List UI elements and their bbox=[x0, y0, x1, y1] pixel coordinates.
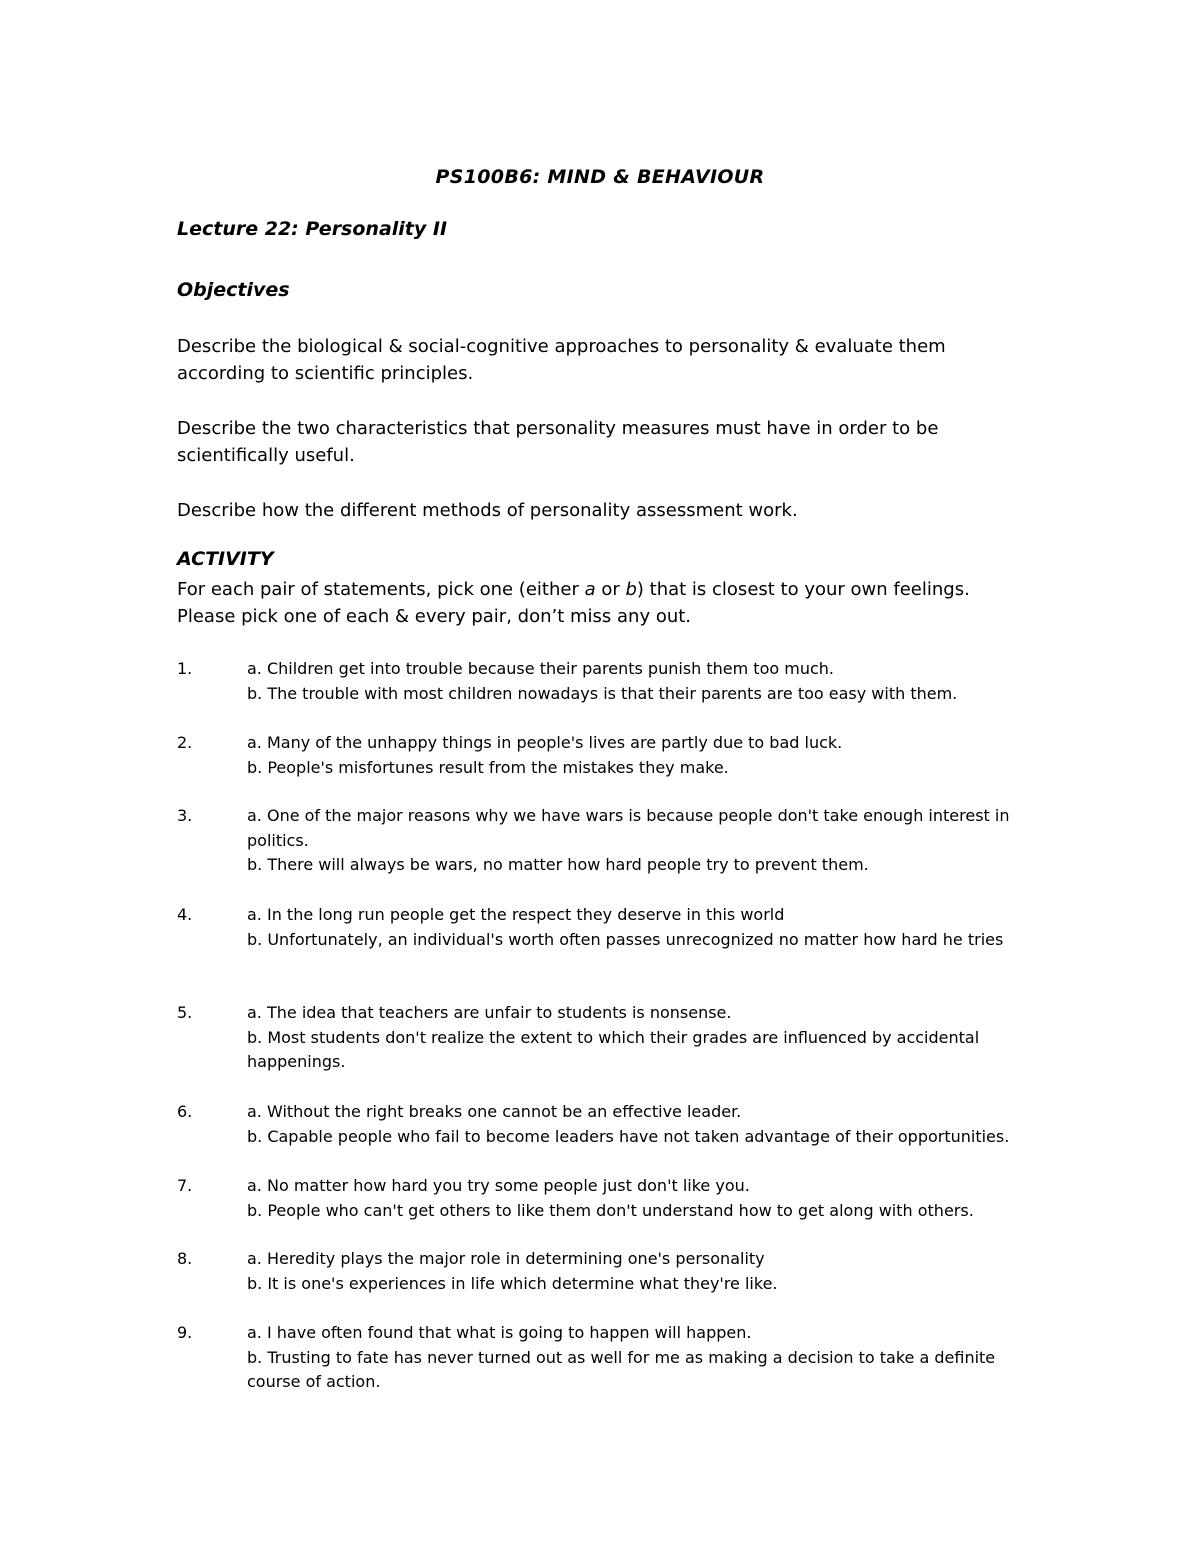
instructions-text: ) that is closest to your own feelings. bbox=[636, 579, 970, 600]
option-a: a. I have often found that what is going to happen will happen. bbox=[247, 1323, 752, 1342]
option-a: a. Many of the unhappy things in people's lives are partly due to bad luck. bbox=[247, 733, 843, 752]
activity-heading: ACTIVITY bbox=[177, 548, 274, 570]
objective-paragraph: Describe how the different methods of personality assessment work. bbox=[177, 500, 798, 521]
instructions-line-2: Please pick one of each & every pair, don’t miss any out. bbox=[177, 606, 692, 627]
item-number: 8. bbox=[177, 1249, 193, 1268]
item-number: 1. bbox=[177, 659, 193, 678]
item-number: 2. bbox=[177, 733, 193, 752]
option-b: b. People's misfortunes result from the mistakes they make. bbox=[247, 757, 729, 777]
option-b: b. There will always be wars, no matter how hard people try to prevent them. bbox=[247, 855, 869, 874]
objective-paragraph: Describe the two characteristics that personality measures must have in order to be scientifically useful. bbox=[177, 418, 939, 466]
option-a: a. Without the right breaks one cannot be an effective leader. bbox=[247, 1102, 742, 1121]
item-options bbox=[247, 804, 1027, 878]
item-number: 4. bbox=[177, 905, 193, 924]
item-number: 5. bbox=[177, 1003, 193, 1022]
option-b: b. Unfortunately, an individual's worth often passes unrecognized no matter how hard he tries bbox=[247, 929, 1004, 949]
item-number: 9. bbox=[177, 1323, 193, 1342]
option-b: b. It is one's experiences in life which determine what they're like. bbox=[247, 1273, 778, 1293]
option-b: b. Most students don't realize the extent to which their grades are influenced by accidental happenings. bbox=[247, 1027, 980, 1071]
objectives-heading: Objectives bbox=[177, 279, 290, 301]
item-options bbox=[247, 657, 1027, 706]
option-a: a. In the long run people get the respect they deserve in this world bbox=[247, 905, 785, 924]
option-b: b. People who can't get others to like them don't understand how to get along with others. bbox=[247, 1200, 974, 1220]
lecture-title: Lecture 22: Personality II bbox=[177, 218, 448, 240]
option-a: a. Heredity plays the major role in determining one's personality bbox=[247, 1249, 765, 1268]
option-b: b. Capable people who fail to become leaders have not taken advantage of their opportunities. bbox=[247, 1126, 1010, 1146]
option-a: a. The idea that teachers are unfair to students is nonsense. bbox=[247, 1003, 732, 1022]
item-options bbox=[247, 1100, 1027, 1149]
instructions-text: or bbox=[595, 579, 626, 600]
item-number: 7. bbox=[177, 1176, 193, 1195]
item-options bbox=[247, 1174, 1027, 1223]
instructions-option-b: b bbox=[625, 579, 637, 600]
course-title: PS100B6: MIND & BEHAVIOUR bbox=[435, 166, 765, 188]
option-a: a. One of the major reasons why we have wars is because people don't take enough interest in politics. bbox=[247, 806, 1010, 850]
item-number: 6. bbox=[177, 1102, 193, 1121]
item-options bbox=[247, 1001, 1027, 1075]
item-options bbox=[247, 903, 1027, 952]
option-a: a. No matter how hard you try some people just don't like you. bbox=[247, 1176, 750, 1195]
item-options bbox=[247, 1247, 1027, 1296]
item-options bbox=[247, 731, 1027, 780]
option-b: b. The trouble with most children nowadays is that their parents are too easy with them. bbox=[247, 683, 958, 703]
instructions-text: For each pair of statements, pick one (either bbox=[177, 579, 585, 600]
item-number: 3. bbox=[177, 806, 193, 825]
item-options bbox=[247, 1321, 1027, 1395]
objective-paragraph: Describe the biological & social-cognitive approaches to personality & evaluate them according to scientific principles. bbox=[177, 336, 946, 384]
instructions-option-a: a bbox=[584, 579, 596, 600]
activity-instructions bbox=[177, 576, 997, 630]
option-a: a. Children get into trouble because their parents punish them too much. bbox=[247, 659, 834, 678]
option-b: b. Trusting to fate has never turned out as well for me as making a decision to take a definite course of action. bbox=[247, 1347, 996, 1391]
